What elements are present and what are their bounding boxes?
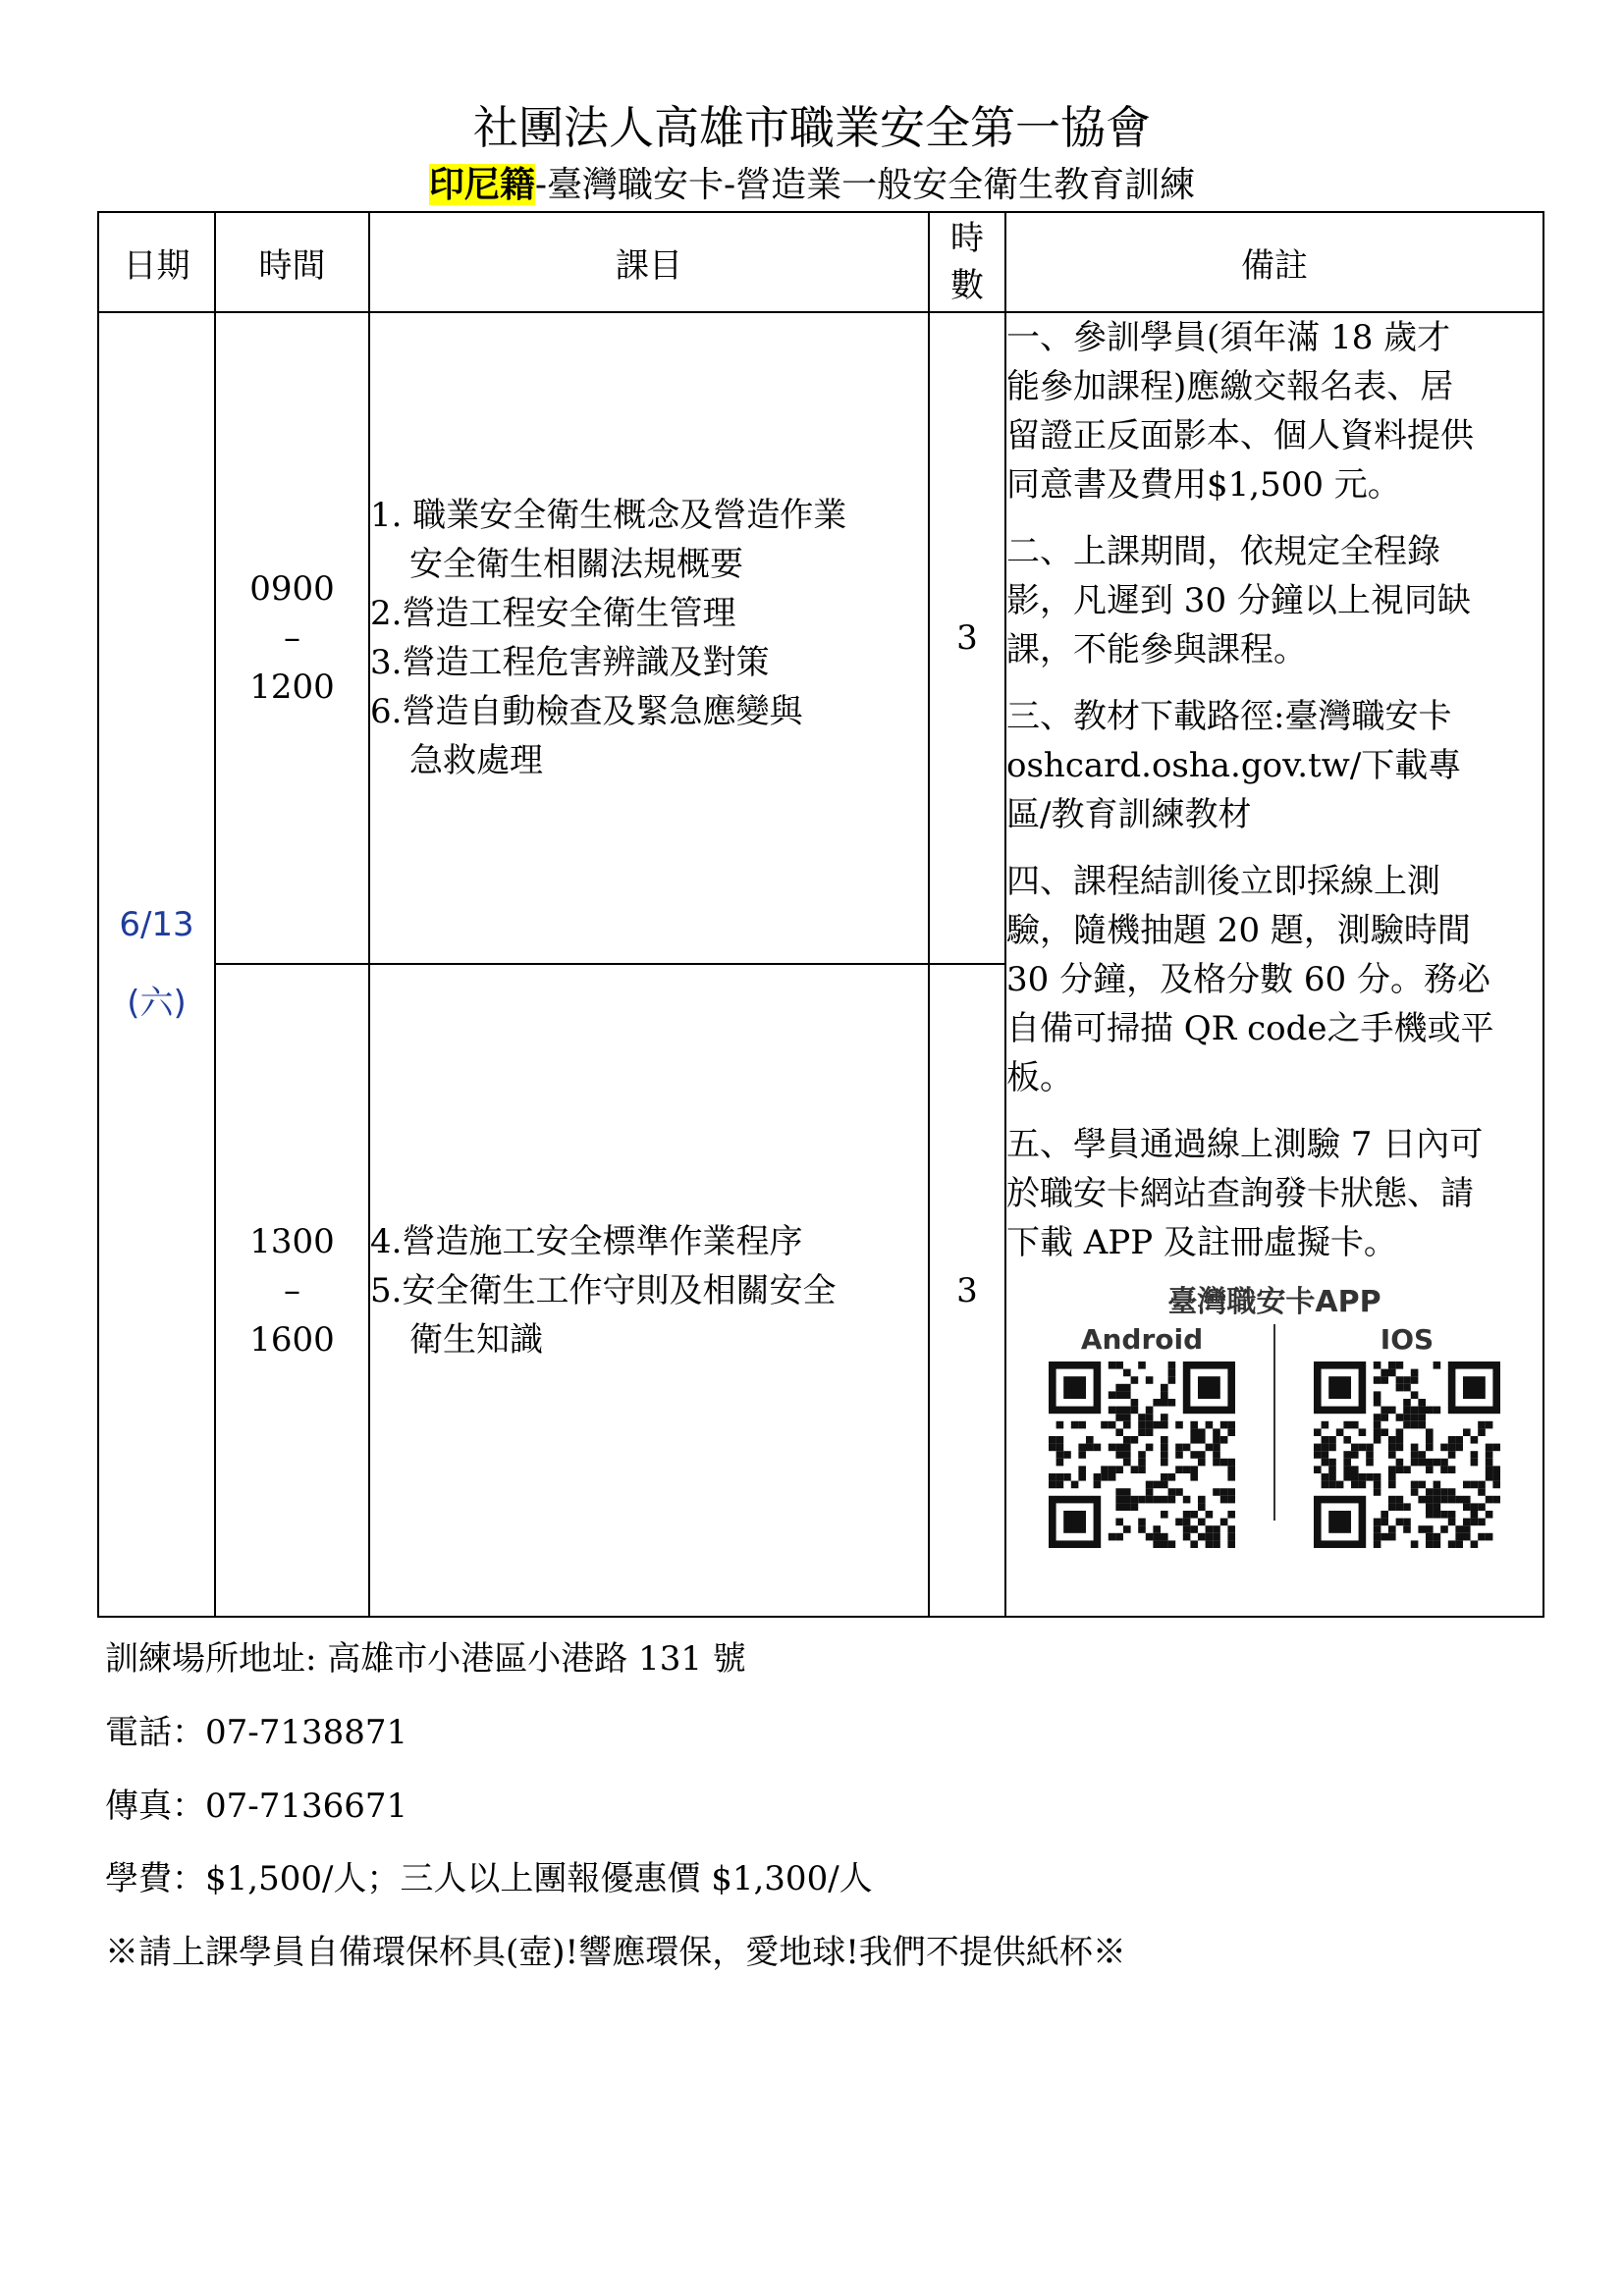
weekday-value: (六) [127,984,187,1023]
note-line: 板。 [1006,1058,1073,1097]
note-line: 下載 APP 及註冊虛擬卡。 [1006,1223,1397,1262]
session-time-afternoon [215,964,369,1617]
document-title: 社團法人高雄市職業安全第一協會 [473,101,1151,154]
session-subjects-morning [369,312,929,964]
android-label: Android [1080,1323,1204,1356]
eco-notice: ※請上課學員自備環保杯具(壺)!響應環保，愛地球!我們不提供紙杯※ [105,1933,1126,1972]
header-hours [929,212,1005,312]
date-value: 6/13 [119,905,194,944]
tuition-fee: 學費：$1,500/人；三人以上團報優惠價 $1,300/人 [105,1859,873,1898]
header-time: 時間 [215,212,369,312]
qr-android [1034,1324,1250,1562]
document-subtitle [0,161,1624,209]
time-start: 1300 [249,1221,335,1261]
note-item-1 [1006,313,1543,509]
note-line: 五、學員通過線上測驗 7 日內可 [1006,1125,1484,1164]
header-hours-line2: 數 [950,266,984,305]
android-qr-code-icon[interactable] [1049,1362,1235,1548]
note-line: 二、上課期間，依規定全程錄 [1006,532,1440,571]
header-date: 日期 [98,212,215,312]
note-line: 同意書及費用$1,500 元。 [1006,465,1401,505]
time-end: 1600 [249,1319,335,1360]
note-line: 30 分鐘，及格分數 60 分。務必 [1006,960,1490,999]
qr-ios [1299,1324,1515,1562]
time-separator: – [284,1270,300,1310]
nationality-highlight: 印尼籍 [428,164,535,205]
notes-cell [1005,312,1543,1617]
note-line: 課，不能參與課程。 [1006,630,1307,669]
session-subjects-afternoon [369,964,929,1617]
header-subject: 課目 [369,212,929,312]
note-item-2 [1006,527,1543,674]
note-line: 四、課程結訓後立即採線上測 [1006,862,1440,901]
qr-title: 臺灣職安卡APP [1167,1285,1381,1319]
ios-label: IOS [1380,1323,1435,1356]
note-line: 三、教材下載路徑:臺灣職安卡 [1006,697,1452,736]
course-name: -臺灣職安卡-營造業一般安全衛生教育訓練 [534,165,1196,205]
subject-line: 5.安全衛生工作守則及相關安全 [370,1270,837,1310]
note-item-4 [1006,857,1543,1102]
subject-line: 3.營造工程危害辨識及對策 [370,643,770,682]
note-line: 留證正反面影本、個人資料提供 [1006,416,1474,455]
qr-row [1006,1324,1543,1562]
fax-number: 傳真：07-7136671 [105,1787,408,1826]
time-separator: – [284,618,300,658]
table-row [98,312,1543,964]
note-item-5 [1006,1120,1543,1267]
subject-line: 2.營造工程安全衛生管理 [370,594,736,633]
header-notes: 備註 [1005,212,1543,312]
note-line: 影，凡遲到 30 分鐘以上視同缺 [1006,581,1471,620]
date-cell [98,312,215,1617]
schedule-table [97,211,1544,1618]
subject-line: 1. 職業安全衛生概念及營造作業 [370,496,847,535]
note-line: 能參加課程)應繳交報名表、居 [1006,367,1454,406]
session-hours-afternoon: 3 [929,964,1005,1617]
note-line: 驗，隨機抽題 20 題，測驗時間 [1006,911,1471,950]
note-line: 自備可掃描 QR code之手機或平 [1006,1009,1494,1048]
training-address: 訓練場所地址: 高雄市小港區小港路 131 號 [105,1639,746,1679]
table-header-row [98,212,1543,312]
session-time-morning [215,312,369,964]
note-line: 於職安卡網站查詢發卡狀態、請 [1006,1174,1474,1213]
subject-line: 4.營造施工安全標準作業程序 [370,1221,803,1261]
phone-number: 電話：07-7138871 [105,1713,408,1752]
subject-line: 急救處理 [409,741,543,780]
session-hours-morning: 3 [929,312,1005,964]
app-qr-block [1006,1285,1543,1562]
note-line: 一、參訓學員(須年滿 18 歲才 [1006,318,1451,357]
time-start: 0900 [249,569,335,609]
ios-qr-code-icon[interactable] [1314,1362,1500,1548]
subject-line: 6.營造自動檢查及緊急應變與 [370,692,803,731]
qr-divider [1273,1324,1275,1521]
note-line: 區/教育訓練教材 [1006,795,1252,834]
subject-line: 安全衛生相關法規概要 [409,545,743,584]
note-line: oshcard.osha.gov.tw/下載專 [1006,746,1462,785]
note-item-3 [1006,692,1543,839]
subject-line: 衛生知識 [409,1319,543,1360]
header-hours-line1: 時 [950,219,984,258]
time-end: 1200 [249,667,335,707]
